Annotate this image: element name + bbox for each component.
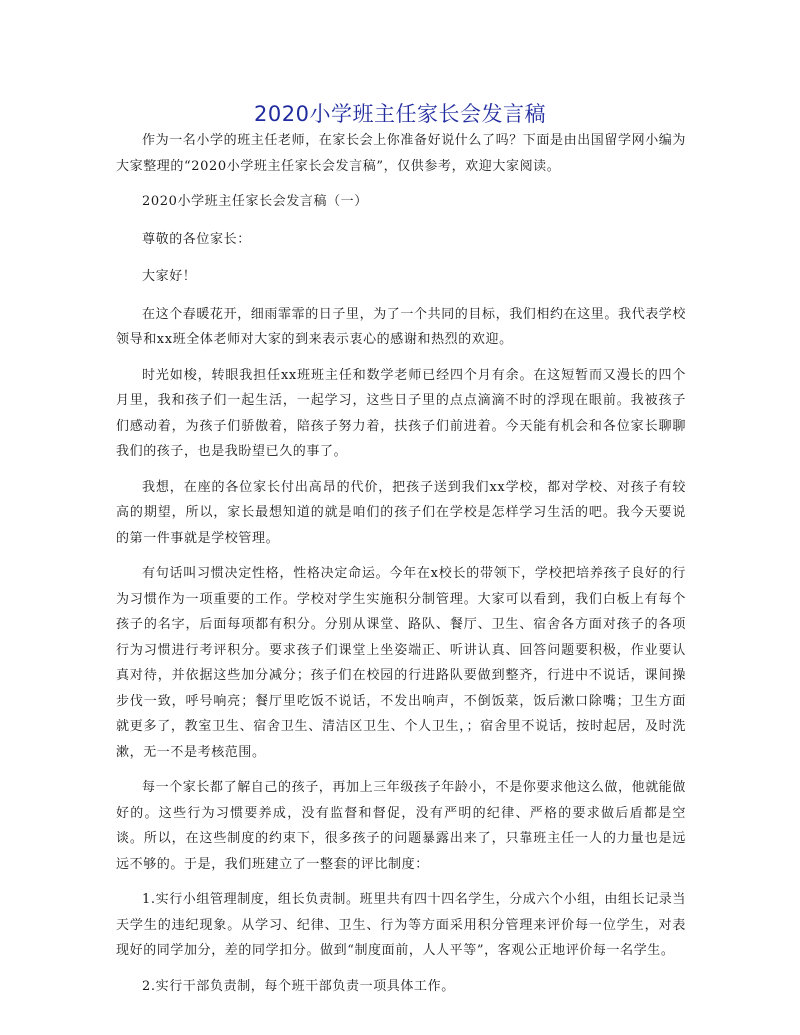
document-body xyxy=(116,128,686,1009)
body-paragraph: 时光如梭，转眼我担任xx班班主任和数学老师已经四个月有余。在这短暂而又漫长的四个月里，我和孩子们一起生活，一起学习，这些日子里的点点滴滴不时的浮现在眼前。我被孩子们感动着，为孩子们骄傲着，陪孩子努力着，扶孩子们前进着。今天能有机会和各位家长聊聊我们的孩子，也是我盼望已久的事了。 xyxy=(116,367,686,459)
body-paragraph: 在这个春暖花开，细雨霏霏的日子里，为了一个共同的目标，我们相约在这里。我代表学校领导和xx班全体老师对大家的到来表示衷心的感谢和热烈的欢迎。 xyxy=(116,306,687,347)
body-paragraph: 每一个家长都了解自己的孩子，再加上三年级孩子年龄小，不是你要求他这么做，他就能做好的。这些行为习惯要养成，没有监督和督促，没有严明的纪律、严格的要求做后盾都是空谈。所以，在这些制度的约束下，很多孩子的问题暴露出来了，只靠班主任一人的力量也是远远不够的。于是，我们班建立了一整套的评比制度： xyxy=(116,780,687,872)
greeting: 大家好！ xyxy=(142,269,197,284)
intro-paragraph: 作为一名小学的班主任老师，在家长会上你准备好说什么了吗？下面是由出国留学网小编为大家整理的“2020小学班主任家长会发言稿”，仅供参考，欢迎大家阅读。 xyxy=(116,133,687,174)
list-item: 1.实行小组管理制度，组长负责制。班里共有四十四名学生，分成六个小组，由组长记录当天学生的违纪现象。从学习、纪律、卫生、行为等方面采用积分管理来评价每一位学生，对表现好的同学加分，差的同学扣分。做到“制度面前，人人平等”，客观公正地评价每一名学生。 xyxy=(116,892,687,958)
salutation: 尊敬的各位家长： xyxy=(142,231,251,247)
body-paragraph: 有句话叫习惯决定性格，性格决定命运。今年在x校长的带领下，学校把培养孩子良好的行为习惯作为一项重要的工作。学校对学生实施积分制管理。大家可以看到，我们白板上有每个孩子的名字，后面每项都有积分。分别从课堂、路队、餐厅、卫生、宿舍各方面对孩子的各项行为习惯进行考评积分。要求孩子们课堂上坐姿端正、听讲认真、回答问题要积极，作业要认真对待，并依据这些加分减分；孩子们在校园的行进路队要做到整齐，行进中不说话，课间操步伐一致，呼号响亮；餐厅里吃饭不说话，不发出响声，不倒饭菜，饭后漱口除嘴；卫生方面就更多了，教室卫生、宿舍卫生、清洁区卫生、个人卫生，；宿舍里不说话，按时起居，及时洗漱，无一不是考核范围。 xyxy=(116,566,686,760)
document-title: 2020小学班主任家长会发言稿 xyxy=(254,102,546,126)
body-paragraph: 我想，在座的各位家长付出高昂的代价，把孩子送到我们xx学校，都对学校、对孩子有较高的期望，所以，家长最想知道的就是咱们的孩子们在学校是怎样学习生活的吧。我今天要说的第一件事就是学校管理。 xyxy=(116,479,686,546)
list-item: 2.实行干部负责制，每个班干部负责一项具体工作。 xyxy=(142,978,455,994)
section-heading: 2020小学班主任家长会发言稿（一） xyxy=(142,194,368,209)
